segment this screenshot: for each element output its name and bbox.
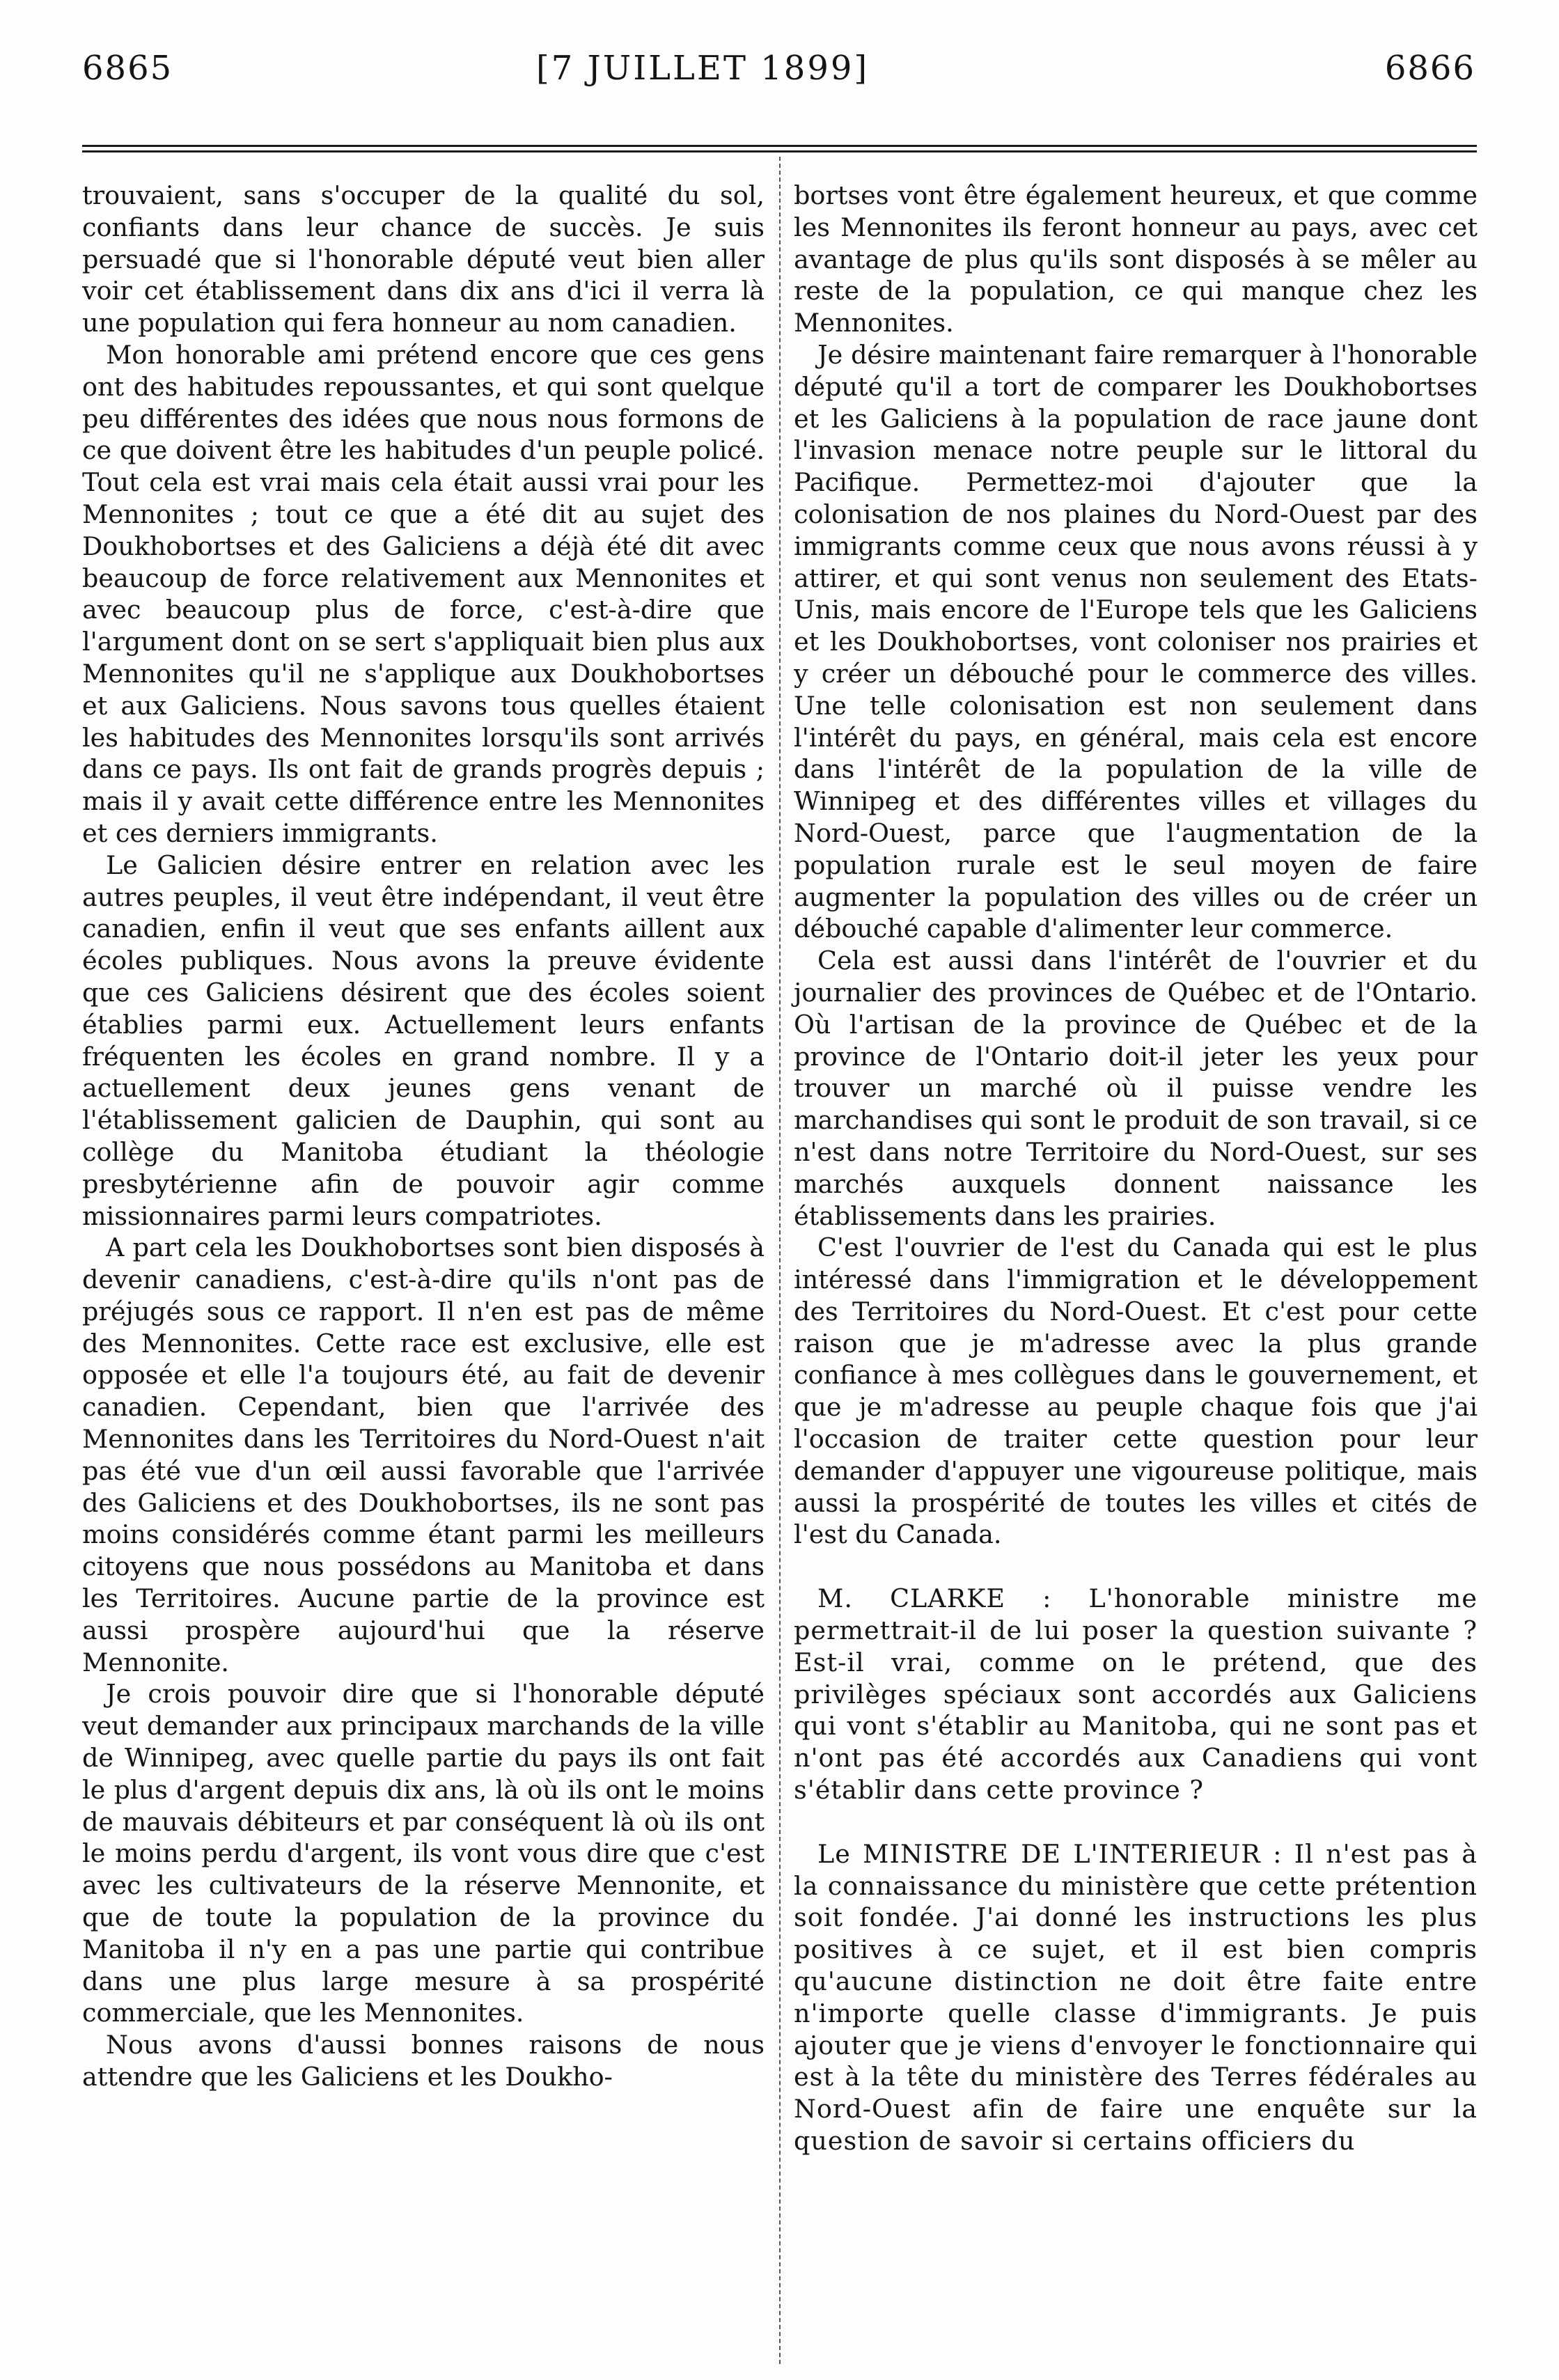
header-rule-bottom: [82, 150, 1477, 152]
left-column: [82, 180, 765, 2093]
header-rule-top: [82, 145, 1477, 147]
right-column: [794, 180, 1478, 2157]
page-date: [7 JUILLET 1899]: [536, 49, 870, 88]
paragraph: trouvaient, sans s'occuper de la qualité du sol, confiants dans leur chance de succès. Je suis persuadé que si l'honorable député veut bien aller voir cet établissement dans dix ans d'ici il verra là une population qui fera honneur au nom canadien.: [82, 180, 765, 338]
column-divider: [779, 157, 781, 2364]
speech-clarke: M. CLARKE : L'honorable ministre me permettrait-il de lui poser la question suivante ? Est-il vrai, comme on le prétend, que des privilèges spéciaux sont accordés aux Galiciens qui vont s'établir au Manitoba, qui ne sont pas et n'ont pas été accordés aux Canadiens qui vont s'établir dans cette province ?: [794, 1583, 1478, 1806]
right-page-number: 6866: [1384, 49, 1475, 88]
left-page-number: 6865: [82, 49, 173, 88]
speech-ministre-interieur: Le MINISTRE DE L'INTERIEUR : Il n'est pas à la connaissance du ministère que cette prétention soit fondée. J'ai donné les instructions les plus positives à ce sujet, et il est bien compris qu'aucune distinction ne doit être faite entre n'importe quelle classe d'immigrants. Je puis ajouter que je viens d'envoyer le fonctionnaire qui est à la tête du ministère des Terres fédérales au Nord-Ouest afin de faire une enquête sur la question de savoir si certains officiers du: [794, 1838, 1478, 2156]
paragraph: bortses vont être également heureux, et que comme les Mennonites ils feront honneur au pays, avec cet avantage de plus qu'ils sont disposés à se mêler au reste de la population, ce qui manque chez les Mennonites.: [794, 180, 1478, 338]
paragraph: Le Galicien désire entrer en relation avec les autres peuples, il veut être indépendant, il veut être canadien, enfin il veut que ses enfants aillent aux écoles publiques. Nous avons la preuve évidente que ces Galiciens désirent que des écoles soient établies parmi eux. Actuellement leurs enfants fréquenten les écoles en grand nombre. Il y a actuellement deux jeunes gens venant de l'établissement galicien de Dauphin, qui sont au collège du Manitoba étudiant la théologie presbytérienne afin de pouvoir agir comme missionnaires parmi leurs compatriotes.: [82, 850, 765, 1231]
paragraph: Cela est aussi dans l'intérêt de l'ouvrier et du journalier des provinces de Québec et de l'Ontario. Où l'artisan de la province de Québec et de la province de l'Ontario doit-il jeter les yeux pour trouver un marché où il puisse vendre les marchandises qui sont le produit de son travail, si ce n'est dans notre Territoire du Nord-Ouest, sur ses marchés auxquels donnent naissance les établissements dans les prairies.: [794, 946, 1478, 1231]
paragraph: A part cela les Doukhobortses sont bien disposés à devenir canadiens, c'est-à-dire qu'ils n'ont pas de préjugés sous ce rapport. Il n'en est pas de même des Mennonites. Cette race est exclusive, elle est opposée et elle l'a toujours été, au fait de devenir canadien. Cependant, bien que l'arrivée des Mennonites dans les Territoires du Nord-Ouest n'ait pas été vue d'un œil aussi favorable que l'arrivée des Galiciens et des Doukhobortses, ils ne sont pas moins considérés comme étant parmi les meilleurs citoyens que nous possédons au Manitoba et dans les Territoires. Aucune partie de la province est aussi prospère aujourd'hui que la réserve Mennonite.: [82, 1232, 765, 1677]
paragraph: C'est l'ouvrier de l'est du Canada qui est le plus intéressé dans l'immigration et le développement des Territoires du Nord-Ouest. Et c'est pour cette raison que je m'adresse avec la plus grande confiance à mes collègues dans le gouvernement, et que je m'adresse au peuple chaque fois que j'ai l'occasion de traiter cette question pour leur demander d'appuyer une vigoureuse politique, mais aussi la prospérité de toutes les villes et cités de l'est du Canada.: [794, 1232, 1478, 1550]
paragraph: Je désire maintenant faire remarquer à l'honorable député qu'il a tort de comparer les Doukhobortses et les Galiciens à la population de race jaune dont l'invasion menace notre peuple sur le littoral du Pacifique. Permettez-moi d'ajouter que la colonisation de nos plaines du Nord-Ouest par des immigrants comme ceux que nous avons réussi à y attirer, et qui sont venus non seulement des Etats-Unis, mais encore de l'Europe tels que les Galiciens et les Doukhobortses, vont coloniser nos prairies et y créer un débouché pour le commerce des villes. Une telle colonisation est non seulement dans l'intérêt du pays, en général, mais cela est encore dans l'intérêt de la population de la ville de Winnipeg et des différentes villes et villages du Nord-Ouest, parce que l'augmentation de la population rurale est le seul moyen de faire augmenter la population des villes ou de créer un débouché capable d'alimenter leur commerce.: [794, 339, 1478, 944]
paragraph: Nous avons d'aussi bonnes raisons de nous attendre que les Galiciens et les Doukho-: [82, 2030, 765, 2092]
page-header: [0, 49, 1559, 104]
paragraph: Mon honorable ami prétend encore que ces gens ont des habitudes repoussantes, et qui sont quelque peu différentes des idées que nous nous formons de ce que doivent être les habitudes d'un peuple policé. Tout cela est vrai mais cela était aussi vrai pour les Mennonites ; tout ce que a été dit au sujet des Doukhobortses et des Galiciens a déjà été dit avec beaucoup de force relativement aux Mennonites et avec beaucoup plus de force, c'est-à-dire que l'argument dont on se sert s'appliquait bien plus aux Mennonites qu'il ne s'applique aux Doukhobortses et aux Galiciens. Nous savons tous quelles étaient les habitudes des Mennonites lorsqu'ils sont arrivés dans ce pays. Ils ont fait de grands progrès depuis ; mais il y avait cette différence entre les Mennonites et ces derniers immigrants.: [82, 339, 765, 848]
paragraph: Je crois pouvoir dire que si l'honorable député veut demander aux principaux marchands de la ville de Winnipeg, avec quelle partie du pays ils ont fait le plus d'argent depuis dix ans, là où ils ont le moins de mauvais débiteurs et par conséquent là où ils ont le moins perdu d'argent, ils vont vous dire que c'est avec les cultivateurs de la réserve Mennonite, et que de toute la population de la province du Manitoba il n'y en a pas une partie qui contribue dans une plus large mesure à sa prospérité commerciale, que les Mennonites.: [82, 1679, 765, 2028]
